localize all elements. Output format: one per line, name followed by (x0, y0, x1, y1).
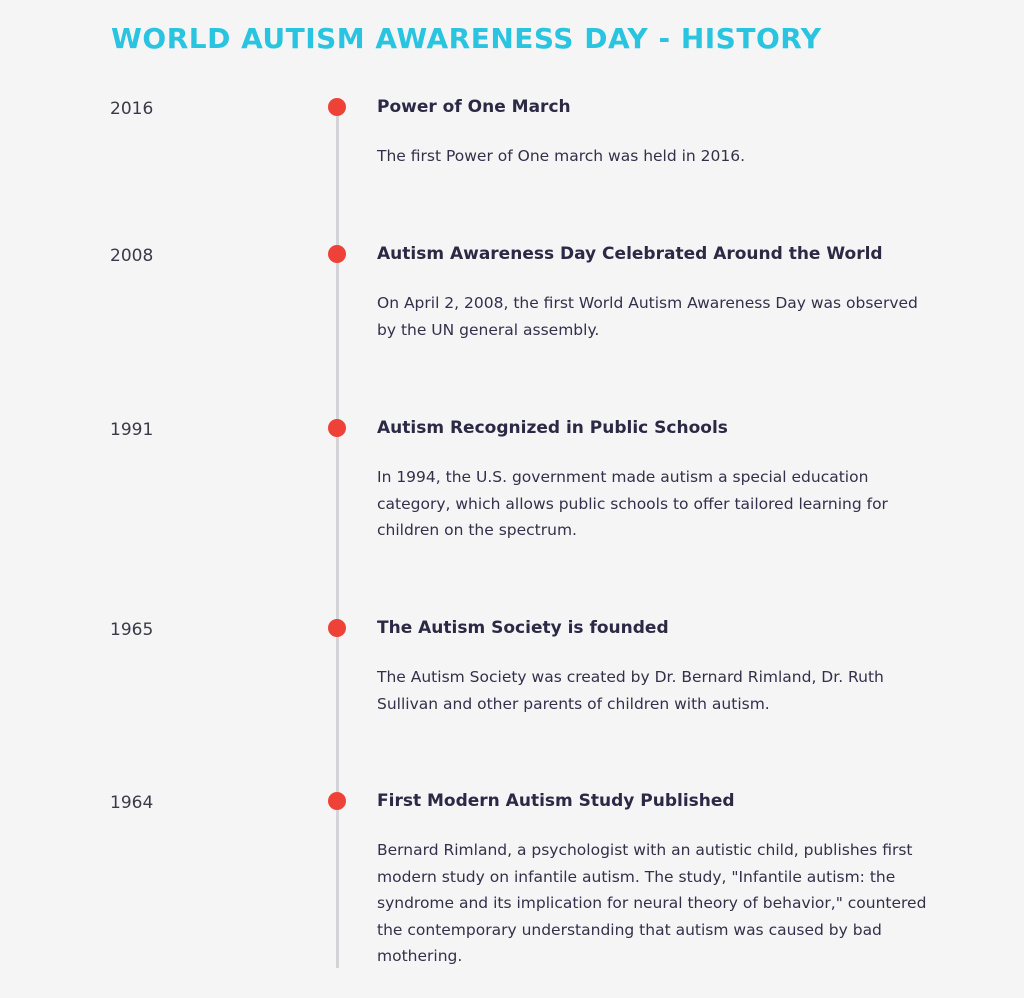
entry-title: First Modern Autism Study Published (377, 791, 735, 811)
entry-year: 2008 (110, 246, 154, 266)
timeline-line (336, 106, 339, 968)
entry-description: The Autism Society was created by Dr. Bernard Rimland, Dr. Ruth Sullivan and other parents of children with autism. (377, 668, 884, 713)
entry-year: 1965 (110, 620, 154, 640)
timeline-dot-icon (328, 619, 346, 637)
entry-year: 1964 (110, 793, 154, 813)
entry-year: 1991 (110, 420, 154, 440)
entry-year: 2016 (110, 99, 154, 119)
entry-title: Power of One March (377, 97, 571, 117)
timeline-dot-icon (328, 792, 346, 810)
timeline-dot-icon (328, 98, 346, 116)
page-title: WORLD AUTISM AWARENESS DAY - HISTORY (111, 22, 822, 55)
timeline-dot-icon (328, 419, 346, 437)
entry-description: Bernard Rimland, a psychologist with an autistic child, publishes first modern study on infantile autism. The study, "Infantile autism: the syndrome and its implication for neural theory of behavior," countered the contemporary understanding that autism was caused by bad mothering. (377, 841, 927, 965)
entry-description: In 1994, the U.S. government made autism a special education category, which allows public schools to offer tailored learning for children on the spectrum. (377, 468, 888, 539)
entry-description: On April 2, 2008, the first World Autism Awareness Day was observed by the UN general assembly. (377, 294, 918, 339)
entry-description: The first Power of One march was held in 2016. (377, 147, 746, 165)
entry-title: Autism Recognized in Public Schools (377, 418, 728, 438)
entry-title: Autism Awareness Day Celebrated Around the World (377, 244, 883, 264)
timeline-dot-icon (328, 245, 346, 263)
entry-title: The Autism Society is founded (377, 618, 669, 638)
